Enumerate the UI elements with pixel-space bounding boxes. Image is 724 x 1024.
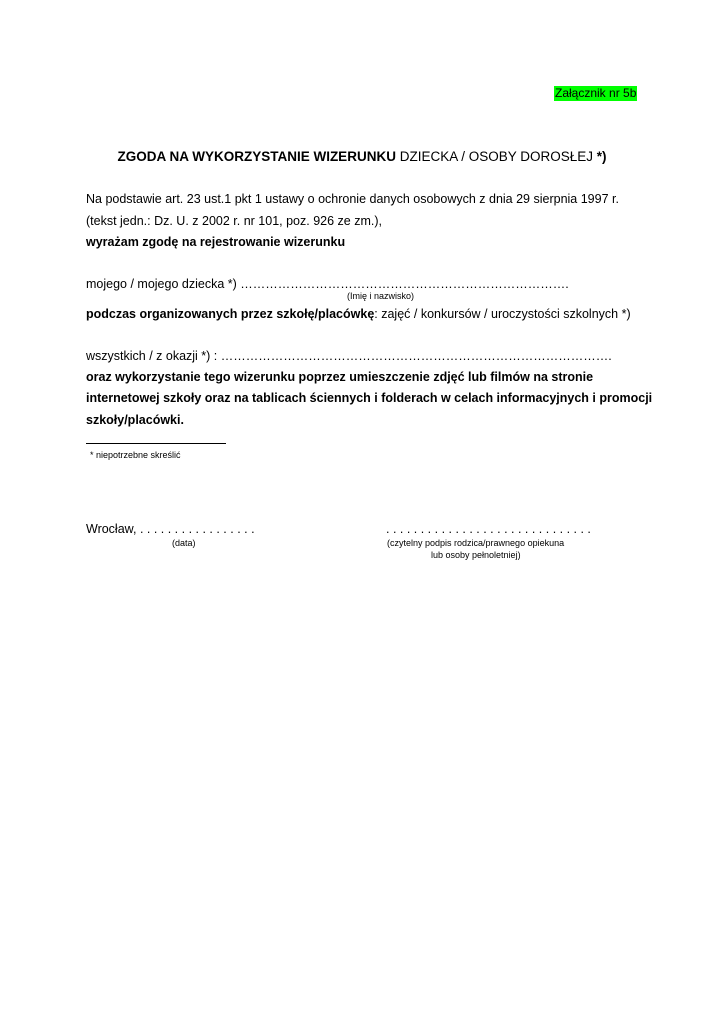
during-line [86, 307, 631, 321]
usage-line-2: internetowej szkoły oraz na tablicach ściennych i folderach w celach informacyjnych i promocji [86, 391, 653, 405]
usage-line-1: oraz wykorzystanie tego wizerunku poprzez umieszczenie zdjęć lub filmów na stronie [86, 370, 594, 384]
name-caption: (Imię i nazwisko) [347, 291, 415, 301]
signature-caption-2: lub osoby pełnoletniej) [431, 550, 521, 560]
intro-line-3: wyrażam zgodę na rejestrowanie wizerunku [86, 235, 346, 249]
usage-line-3: szkoły/placówki. [86, 413, 184, 427]
title-mark: *) [596, 149, 607, 164]
place-date-line: Wrocław, . . . . . . . . . . . . . . . . . [86, 522, 255, 536]
name-line: mojego / mojego dziecka *) ……………………………………………………………………. [86, 277, 569, 291]
annex-label: Załącznik nr 5b [555, 86, 637, 100]
signature-caption-1: (czytelny podpis rodzica/prawnego opiekuna [387, 538, 565, 548]
title-normal: DZIECKA / OSOBY DOROSŁEJ [399, 149, 594, 164]
footnote: * niepotrzebne skreślić [90, 450, 181, 460]
document-title [0, 149, 724, 164]
intro-line-2: (tekst jedn.: Dz. U. z 2002 r. nr 101, poz. 926 ze zm.), [86, 214, 382, 228]
during-bold: podczas organizowanych przez szkołę/placówkę [86, 307, 375, 321]
date-caption: (data) [172, 538, 196, 548]
signature-dots: . . . . . . . . . . . . . . . . . . . . . . . . . . . . . . [386, 522, 591, 536]
during-rest: : zajęć / konkursów / uroczystości szkolnych *) [374, 307, 631, 321]
footnote-divider [86, 443, 226, 444]
intro-line-1: Na podstawie art. 23 ust.1 pkt 1 ustawy o ochronie danych osobowych z dnia 29 sierpnia 1997 r. [86, 192, 619, 206]
occasion-line: wszystkich / z okazji *) : …………………………………………………………………………………. [86, 349, 612, 363]
title-bold: ZGODA NA WYKORZYSTANIE WIZERUNKU [117, 149, 396, 164]
